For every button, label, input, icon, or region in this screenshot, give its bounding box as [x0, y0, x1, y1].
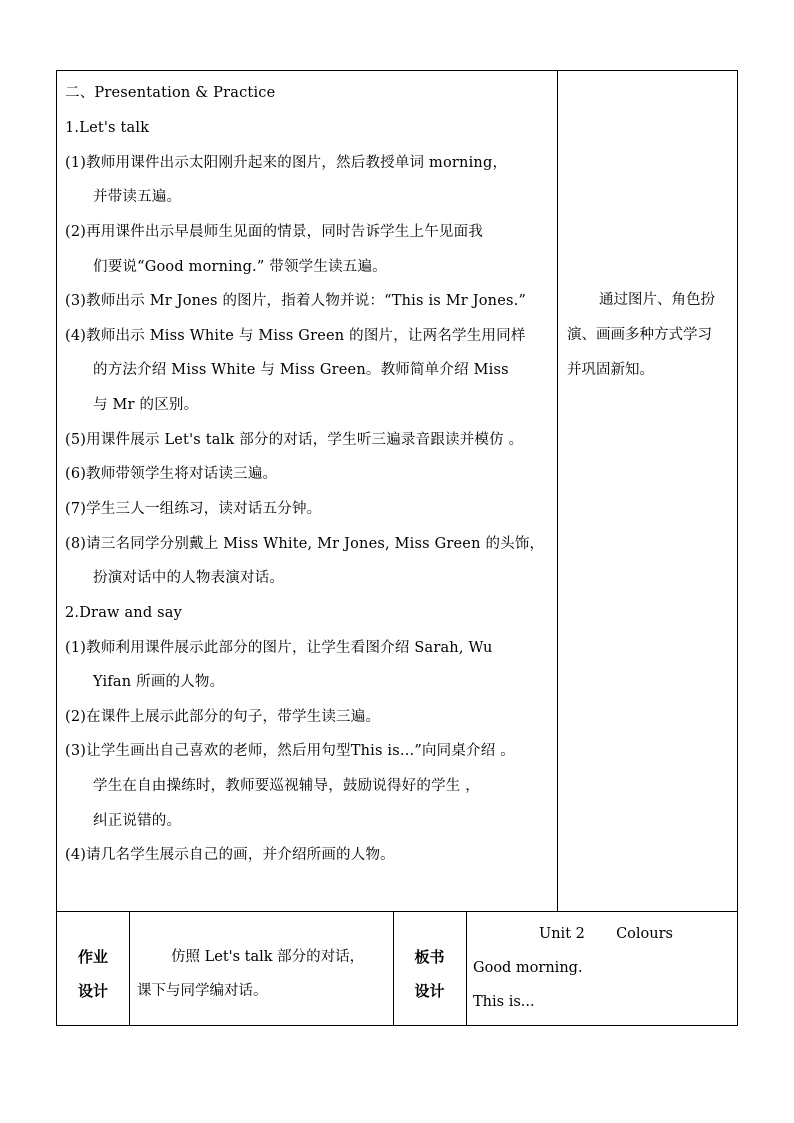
- procedure-line: 纠正说错的。: [93, 813, 182, 829]
- column-divider: [129, 912, 130, 1025]
- board-label-line: 设计: [414, 982, 445, 1000]
- procedure-line: 与 Mr 的区别。: [93, 397, 199, 413]
- board-unit-name: Colours: [616, 926, 673, 942]
- homework-label: [57, 940, 129, 1008]
- homework-content: [137, 940, 387, 1008]
- procedure-line: 的方法介绍 Miss White 与 Miss Green。教师简单介绍 Miss: [93, 362, 509, 378]
- procedure-line: Yifan 所画的人物。: [93, 674, 225, 690]
- column-divider: [557, 71, 558, 911]
- lesson-table: [56, 70, 738, 912]
- procedure-line: (2)再用课件出示早晨师生见面的情景，同时告诉学生上午见面我: [65, 224, 484, 240]
- procedure-line: 1.Let's talk: [65, 120, 150, 136]
- note-line: 并巩固新知。: [567, 362, 654, 378]
- procedure-line: (4)教师出示 Miss White 与 Miss Green 的图片，让两名学生用同样: [65, 328, 526, 344]
- homework-text-line: 仿照 Let's talk 部分的对话，: [171, 949, 365, 965]
- procedure-line: (3)教师出示 Mr Jones 的图片，指着人物并说：“This is Mr Jones.”: [65, 293, 527, 309]
- section-heading: 二、Presentation & Practice: [65, 85, 276, 101]
- board-title: [473, 917, 733, 951]
- procedure-line: (1)教师用课件出示太阳刚升起来的图片，然后教授单词 morning，: [65, 155, 508, 171]
- procedure-column: [57, 71, 557, 911]
- procedure-line: (8)请三名同学分别戴上 Miss White, Mr Jones, Miss Green 的头饰，: [65, 536, 545, 552]
- homework-label-line: 设计: [77, 982, 108, 1000]
- note-line: 通过图片、角色扮: [599, 292, 715, 308]
- procedure-line: 2.Draw and say: [65, 605, 183, 621]
- board-label-line: 板书: [414, 948, 445, 966]
- procedure-line: (1)教师利用课件展示此部分的图片，让学生看图介绍 Sarah, Wu: [65, 640, 493, 656]
- design-intent-note: [567, 283, 732, 388]
- column-divider: [466, 912, 467, 1025]
- homework-label-line: 作业: [77, 948, 108, 966]
- note-line: 演、画画多种方式学习: [567, 327, 712, 343]
- procedure-line: (5)用课件展示 Let's talk 部分的对话，学生听三遍录音跟读并模仿 。: [65, 432, 524, 448]
- board-line: Good morning.: [473, 960, 583, 976]
- board-line: This is...: [473, 994, 535, 1010]
- procedure-line: 们要说“Good morning.” 带领学生读五遍。: [93, 259, 387, 275]
- procedure-line: 扮演对话中的人物表演对话。: [93, 570, 285, 586]
- homework-board-table: [56, 911, 738, 1026]
- board-unit: Unit 2: [539, 926, 585, 942]
- homework-text-line: 课下与同学编对话。: [137, 983, 268, 999]
- procedure-line: (4)请几名学生展示自己的画，并介绍所画的人物。: [65, 847, 395, 863]
- procedure-line: (7)学生三人一组练习，读对话五分钟。: [65, 501, 322, 517]
- procedure-line: (2)在课件上展示此部分的句子，带学生读三遍。: [65, 709, 381, 725]
- procedure-line: (6)教师带领学生将对话读三遍。: [65, 466, 278, 482]
- procedure-line: 并带读五遍。: [93, 189, 182, 205]
- board-content: [473, 917, 733, 1019]
- board-label: [393, 940, 466, 1008]
- procedure-line: (3)让学生画出自己喜欢的老师，然后用句型This is...”向同桌介绍 。: [65, 743, 515, 759]
- procedure-line: 学生在自由操练时，教师要巡视辅导，鼓励说得好的学生 ，: [93, 778, 481, 794]
